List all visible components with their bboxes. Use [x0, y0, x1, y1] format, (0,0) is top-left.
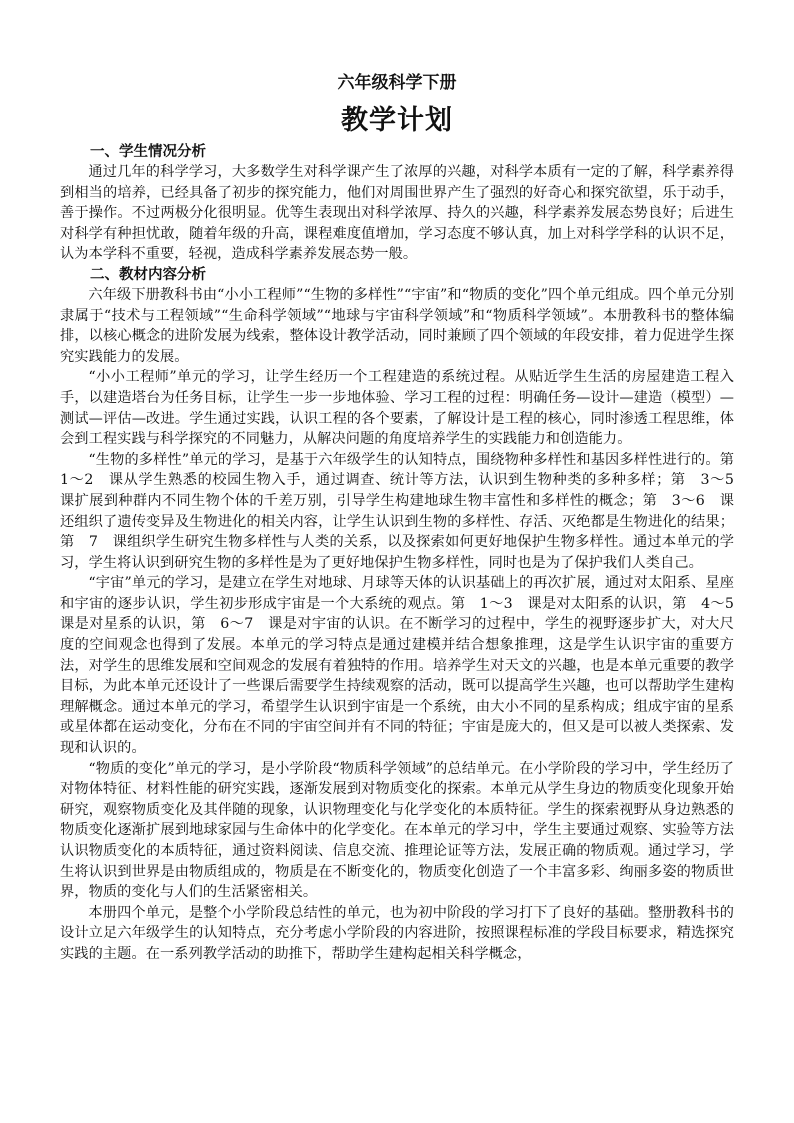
paragraph: “宇宙”单元的学习，是建立在学生对地球、月球等天体的认识基础上的再次扩展，通过对太阳系、星座和宇宙的逐步认识，学生初步形成宇宙是一个大系统的观点。第 1～3 课是对太阳系的认识，第 4～5 课是对星系的认识，第 6～7 课是对宇宙的认识。在不断学习的过程中，学生的视野逐步扩大，对大尺度的空间观念也得到了发展。本单元的学习特点是通过建模并结合想象推理，这是学生认识宇宙的重要方法，对学生的思维发展和空间观念的发展有着独特的作用。培养学生对天文的兴趣，也是本单元重要的教学目标，为此本单元还设计了一些课后需要学生持续观察的活动，既可以提高学生兴趣，也可以帮助学生建构理解概念。通过本单元的学习，希望学生认识到宇宙是一个系统，由大小不同的星系构成；组成宇宙的星系或星体都在运动变化，分布在不同的宇宙空间并有不同的特征；宇宙是庞大的，但又是可以被人类探索、发现和认识的。 — [60, 575, 749, 757]
section-heading: 一、学生情况分析 — [90, 144, 206, 160]
paragraph: “生物的多样性”单元的学习，是基于六年级学生的认知特点，围绕物种多样性和基因多样性进行的。第 1～2 课从学生熟悉的校园生物入手，通过调查、统计等方法，认识到生物种类的多种多样；第 3～5 课扩展到种群内不同生物个体的千差万别，引导学生构建地球生物丰富性和多样性的概念；第 3～6 课还组织了遗传变异及生物进化的相关内容，让学生认识到生物的多样性、存活、灭绝都是生物进化的结果；第 7 课组织学生研究生物多样性与人类的关系，以及探索如何更好地保护生物多样性。通过本单元的学习，学生将认识到研究生物的多样性是为了更好地保护生物多样性，同时也是为了保护我们人类自己。 — [60, 451, 749, 571]
document-title: 教学计划 — [341, 105, 453, 136]
paragraph: “物质的变化”单元的学习，是小学阶段“物质科学领域”的总结单元。在小学阶段的学习中，学生经历了对物体特征、材料性能的研究实践，逐渐发展到对物质变化的探索。本单元从学生身边的物质变化现象开始研究，观察物质变化及其伴随的现象，认识物理变化与化学变化的本质特征。学生的探索视野从身边熟悉的物质变化逐渐扩展到地球家园与生命体中的化学变化。在本单元的学习中，学生主要通过观察、实验等方法认识物质变化的本质特征，通过资料阅读、信息交流、推理论证等方法，发展正确的物质观。通过学习，学生将认识到世界是由物质组成的，物质是在不断变化的，物质变化创造了一个丰富多彩、绚丽多姿的物质世界，物质的变化与人们的生活紧密相关。 — [60, 760, 734, 901]
section-heading: 二、教材内容分析 — [90, 266, 206, 283]
document-subtitle: 六年级科学下册 — [337, 73, 457, 93]
section-textbook-analysis — [60, 265, 749, 965]
paragraph: “小小工程师”单元的学习，让学生经历一个工程建造的系统过程。从贴近学生生活的房屋建造工程入手，以建造塔台为任务目标，让学生一步一步地体验、学习工程的过程：明确任务—设计—建造（模型）—测试—评估—改进。学生通过实践，认识工程的各个要素，了解设计是工程的核心，同时渗透工程思维，体会到工程实践与科学探究的不同魅力，从解决问题的角度培养学生的实践能力和创造能力。 — [60, 369, 734, 448]
paragraph: 六年级下册教科书由“小小工程师”“生物的多样性”“宇宙”和“物质的变化”四个单元组成。四个单元分别隶属于“技术与工程领域”“生命科学领域”“地球与宇宙科学领域”和“物质科学领域”。本册教科书的整体编排，以核心概念的进阶发展为线索，整体设计教学活动，同时兼顾了四个领域的年段安排，着力促进学生探究实践能力的发展。 — [60, 286, 734, 365]
paragraph: 本册四个单元，是整个小学阶段总结性的单元，也为初中阶段的学习打下了良好的基础。整册教科书的设计立足六年级学生的认知特点，充分考虑小学阶段的内容进阶，按照课程标准的学段目标要求，精选探究实践的主题。在一系列教学活动的助推下，帮助学生建构起相关科学概念， — [60, 904, 734, 962]
paragraph: 通过几年的科学学习，大多数学生对科学课产生了浓厚的兴趣，对科学本质有一定的了解，科学素养得到相当的培养，已经具备了初步的探究能力，他们对周围世界产生了强烈的好奇心和探究欲望，乐于动手，善于操作。不过两极分化很明显。优等生表现出对科学浓厚、持久的兴趣，科学素养发展态势良好；后进生对科学有种担忧敢，随着年级的升高，课程难度值增加，学习态度不够认真，加上对科学学科的认识不足，认为本学科不重要，轻视，造成科学素养发展态势一般。 — [60, 164, 734, 263]
section-student-analysis — [60, 142, 734, 265]
